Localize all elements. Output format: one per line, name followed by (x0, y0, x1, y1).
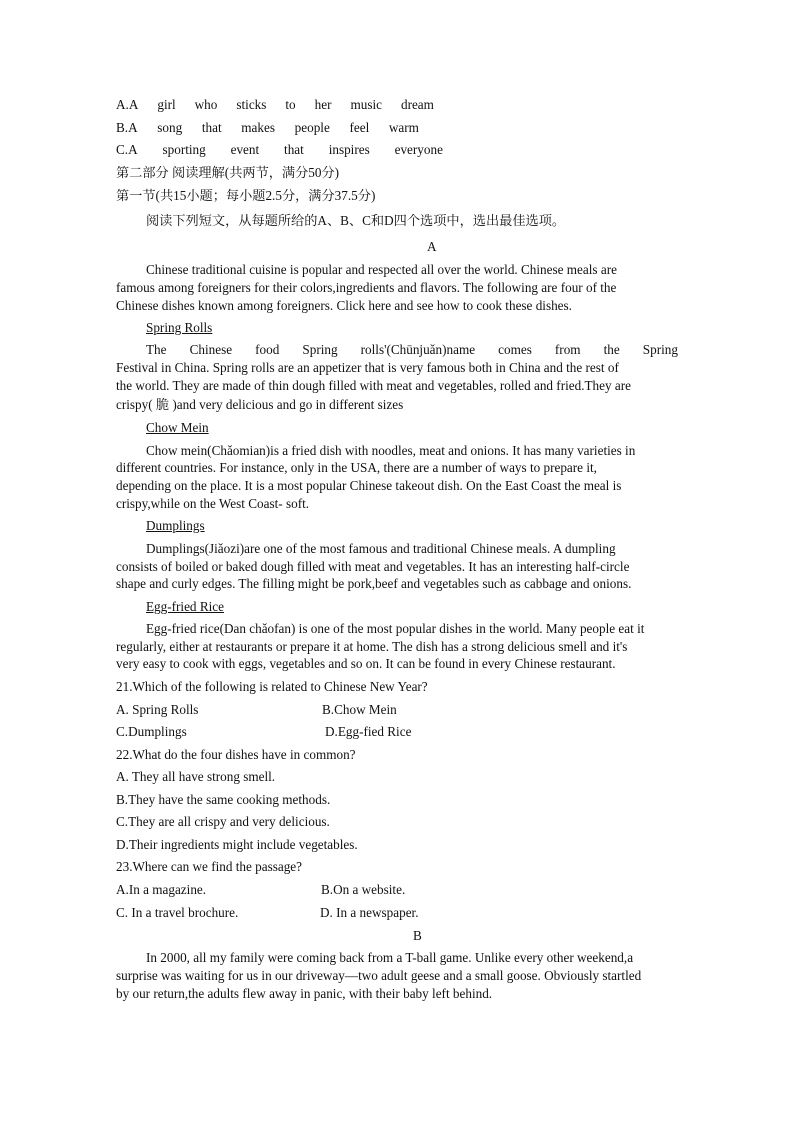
q23-stem: 23.Where can we find the passage? (116, 859, 303, 874)
option-c-line: C.A sporting event that inspires everyone (116, 142, 443, 157)
spring-rolls-line-1: The Chinese food Spring rolls'(Chūnjuǎn)name comes from the Spring (146, 342, 678, 357)
passage-a-label: A (427, 239, 437, 254)
option-b-line: B.A song that makes people feel warm (116, 120, 419, 135)
egg-fried-rice-line-3: very easy to cook with eggs, vegetables and so on. It can be found in every Chinese restaurant. (116, 656, 616, 671)
chow-mein-line-1: Chow mein(Chǎomian)is a fried dish with noodles, meat and onions. It has many varieties in (146, 443, 636, 458)
q21-stem: 21.Which of the following is related to Chinese New Year? (116, 679, 428, 694)
dumplings-line-3: shape and curly edges. The filling might be pork,beef and vegetables such as cabbage and onions. (116, 576, 632, 591)
q22-option-d: D.Their ingredients might include vegetables. (116, 837, 358, 852)
chow-mein-line-2: different countries. For instance, only in the USA, there are a number of ways to prepare it, (116, 460, 597, 475)
q21-option-b: B.Chow Mein (322, 702, 397, 717)
passage-b-line-3: by our return,the adults flew away in panic, with their baby left behind. (116, 986, 493, 1001)
q22-option-a: A. They all have strong smell. (116, 769, 276, 784)
egg-fried-rice-title: Egg-fried Rice (146, 599, 224, 614)
q22-stem: 22.What do the four dishes have in common? (116, 747, 356, 762)
q22-option-b: B.They have the same cooking methods. (116, 792, 331, 807)
spring-rolls-line-3: the world. They are made of thin dough filled with meat and vegetables, rolled and fried.They are (116, 378, 631, 393)
spring-rolls-title: Spring Rolls (146, 320, 213, 335)
q22-option-c: C.They are all crispy and very delicious. (116, 814, 330, 829)
option-a-line: A.A girl who sticks to her music dream (116, 97, 434, 112)
chow-mein-line-4: crispy,while on the West Coast- soft. (116, 496, 310, 511)
spring-rolls-line-2: Festival in China. Spring rolls are an appetizer that is very famous both in China and the rest of (116, 360, 619, 375)
q23-option-a: A.In a magazine. (116, 882, 207, 897)
q23-option-c: C. In a travel brochure. (116, 905, 239, 920)
q21-option-d: D.Egg-fied Rice (325, 724, 412, 739)
section1-heading: 第一节(共15小题；每小题2.5分，满分37.5分) (116, 188, 376, 203)
dumplings-line-1: Dumplings(Jiǎozi)are one of the most famous and traditional Chinese meals. A dumpling (146, 541, 616, 556)
q21-option-a: A. Spring Rolls (116, 702, 199, 717)
egg-fried-rice-line-1: Egg-fried rice(Dan chǎofan) is one of the most popular dishes in the world. Many people eat it (146, 621, 645, 636)
passage-b-line-2: surprise was waiting for us in our driveway—two adult geese and a small goose. Obviously startled (116, 968, 642, 983)
passage-b-label: B (413, 928, 422, 943)
q23-option-b: B.On a website. (321, 882, 406, 897)
dumplings-title: Dumplings (146, 518, 205, 533)
chow-mein-title: Chow Mein (146, 420, 209, 435)
passage-b-line-1: In 2000, all my family were coming back from a T-ball game. Unlike every other weekend,a (146, 950, 634, 965)
intro-line-3: Chinese dishes known among foreigners. Click here and see how to cook these dishes. (116, 298, 572, 313)
q21-option-c: C.Dumplings (116, 724, 187, 739)
dumplings-line-2: consists of boiled or baked dough filled with meat and vegetables. It has an interesting half-circle (116, 559, 630, 574)
egg-fried-rice-line-2: regularly, either at restaurants or prepare it at home. The dish has a strong delicious smell and it's (116, 639, 628, 654)
intro-line-1: Chinese traditional cuisine is popular and respected all over the world. Chinese meals are (146, 262, 617, 277)
spring-rolls-line-4: crispy( 脆 )and very delicious and go in different sizes (116, 397, 404, 412)
q23-option-d: D. In a newspaper. (320, 905, 419, 920)
instructions: 阅读下列短文，从每题所给的A、B、C和D四个选项中，选出最佳选项。 (146, 213, 566, 228)
chow-mein-line-3: depending on the place. It is a most popular Chinese takeout dish. On the East Coast the meal is (116, 478, 622, 493)
part2-heading: 第二部分 阅读理解(共两节，满分50分) (116, 165, 340, 180)
intro-line-2: famous among foreigners for their colors,ingredients and flavors. The following are four of the (116, 280, 617, 295)
